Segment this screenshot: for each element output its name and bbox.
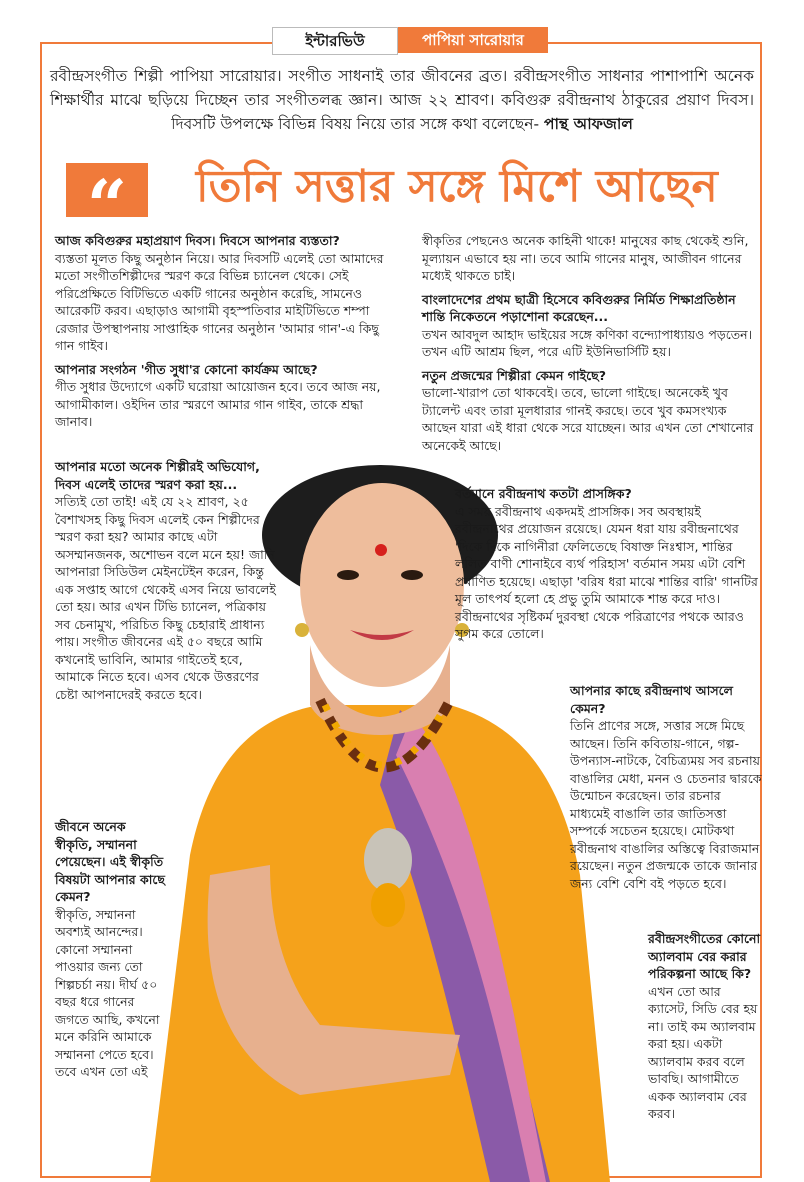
headline: তিনি সত্তার সঙ্গে মিশে আছেন [196, 161, 718, 212]
question: নতুন প্রজন্মের শিল্পীরা কেমন গাইছে? [422, 367, 606, 383]
answer: এ সময় রবীন্দ্রনাথ একদমই প্রাসঙ্গিক। সব অবস্থায়ই রবীন্দ্রনাথের প্রয়োজন রয়েছে। যেমন ধরা যায় রবীন্দ্রনাথের 'দিকে দিকে নাগিনীরা ফেলিতেছে বিষাক্ত নিঃশ্বাস, শান্তির ললিত বাণী শোনাইবে ব্যর্থ পরিহাস' বর্তমান সময় এটা বেশি প্রমাণিত হয়েছে। এছাড়া 'বরিষ ধরা মাঝে শান্তির বারি' গানটির মূল তাৎপর্য হলো হে প্রভু তুমি আমাকে শান্ত করে দাও। রবীন্দ্রনাথের সৃষ্টিকর্ম দুরবস্থা থেকে পরিত্রাণের পথকে আরও সুগম করে তোলে। [455, 503, 758, 641]
byline: পান্থ আফজাল [544, 115, 633, 133]
question: আপনার কাছে রবীন্দ্রনাথ আসলে কেমন? [570, 683, 733, 716]
answer: স্বীকৃতি, সম্মাননা অবশ্যই আনন্দের। কোনো সম্মাননা পাওয়ার জন্য তো শিল্পচর্চা নয়। দীর্ঘ ৫০ বছর ধরে গানের জগতে আছি, কখনো মনে করিনি আমাকে সম্মাননা পেতে হবে। তবে এখন তো এই [55, 906, 160, 1079]
answer: তিনি প্রাণের সঙ্গে, সত্তার সঙ্গে মিছে আছেন। তিনি কবিতায়-গানে, গল্প-উপন্যাস-নাটকে, বৈচিত্র্যময় সব রচনায় বাঙালির মেধা, মনন ও চেতনার দ্বারকে উন্মোচন করেছেন। তার রচনার মাধ্যমেই বাঙালি তার জাতিসত্তা সম্পর্কে সচেতন হয়েছে। মোটকথা রবীন্দ্রনাথ বাঙালির অস্তিত্বে বিরাজমান রয়েছেন। নতুন প্রজন্মকে তাকে জানার জন্য বেশি বেশি বই পড়তে হবে। [570, 718, 762, 891]
answer: ভালো-খারাপ তো থাকবেই। তবে, ভালো গাইছে। অনেকেই খুব ট্যালেন্ট এবং তারা মূলধারার গানই করছে। তবে খুব কমসংখ্যক আছেন যারা এই ধারা থেকে সরে যাচ্ছেন। আর এখন তো শেখানোর অনেকেই আছে। [422, 385, 754, 453]
answer: সত্যিই তো তাই! এই যে ২২ শ্রাবণ, ২৫ বৈশাখসহ কিছু দিবস এলেই কেন শিল্পীদের স্মরণ করা হয়? আমার কাছে এটা অসম্মানজনক, অশোভন বলে মনে হয়! জানি আপনারা সিডিউল মেইনটেইন করেন, কিন্তু এক সপ্তাহ আগে থেকেই এসব নিয়ে ভাবলেই তো হয়। আর এখন টিভি চ্যানেল, পত্রিকায় সব চেনামুখ, পরিচিত কিছু চেহারাই প্রাধান্য পায়। সংগীত জীবনের এই ৫০ বছরে আমি কখনোই ভাবিনি, আমার গাইতেই হবে, আমাকে নিতে হবে। এসব থেকে উত্তরণের চেষ্টা আপনাদেরই করতে হবে। [55, 494, 276, 702]
answer: ব্যস্ততা মূলত কিছু অনুষ্ঠান নিয়ে। আর দিবসটি এলেই তো আমাদের মতো সংগীতশিল্পীদের স্মরণ করে বিভিন্ন চ্যানেল থেকে। সেই পরিপ্রেক্ষিতে বিটিভিতে একটি গানের অনুষ্ঠান করেছি, সামনেও আরেকটি করব। এছাড়াও আগামী বৃহস্পতিবার মাইটিভিতে শম্পা রেজার উপস্থাপনায় সাপ্তাহিক গানের অনুষ্ঠান 'আমার গান'-এ কিছু গান গাইব। [55, 250, 384, 353]
answer: গীত সুধার উদ্যোগে একটি ঘরোয়া আয়োজন হবে। তবে আজ নয়, আগামীকাল। ওইদিন তার স্মরণে আমার গান গাইব, তাকে শ্রদ্ধা জানাব। [55, 379, 381, 429]
right-column [422, 232, 762, 460]
question: বর্তমানে রবীন্দ্রনাথ কতটা প্রাসঙ্গিক? [455, 486, 632, 501]
left-column-mid [55, 458, 285, 709]
name-tag: পাপিয়া সারোয়ার [398, 27, 548, 53]
left-column-bottom [55, 818, 165, 1087]
question: জীবনে অনেক স্বীকৃতি, সম্মাননা পেয়েছেন। এই স্বীকৃতি বিষয়টা আপনার কাছে কেমন? [55, 819, 165, 904]
left-column [55, 232, 400, 437]
answer: স্বীকৃতির পেছনেও অনেক কাহিনী থাকে! মানুষের কাছ থেকেই শুনি, মূল্যায়ন এভাবে হয় না। তবে আমি গানের মানুষ, আজীবন গানের মধ্যেই থাকতে চাই। [422, 233, 749, 283]
right-column-mid [455, 485, 762, 649]
question: আজ কবিগুরুর মহাপ্রয়াণ দিবস। দিবসে আপনার ব্যস্ততা? [55, 233, 340, 248]
right-column-bottom [648, 930, 762, 1129]
question: আপনার মতো অনেক শিল্পীরই অভিযোগ, দিবস এলেই তাদের স্মরণ করা হয়... [55, 459, 260, 492]
answer: তখন আবদুল আহাদ ভাইয়ের সঙ্গে কণিকা বন্দ্যোপাধ্যায়ও পড়তেন। তখন এটি আশ্রম ছিল, পরে এটি ইউনিভার্সিটি হয়। [422, 326, 753, 359]
intro-text: রবীন্দ্রসংগীত শিল্পী পাপিয়া সারোয়ার। সংগীত সাধনাই তার জীবনের ব্রত। রবীন্দ্রসংগীত সাধনার পাশাপাশি অনেক শিক্ষার্থীর মাঝে ছড়িয়ে দিচ্ছেন তার সংগীতলব্ধ জ্ঞান। আজ ২২ শ্রাবণ। কবিগুরু রবীন্দ্রনাথ ঠাকুরের প্রয়াণ দিবস। দিবসটি উপলক্ষে বিভিন্ন বিষয় নিয়ে তার সঙ্গে কথা বলেছেন- [50, 67, 754, 133]
intro-paragraph [50, 64, 754, 136]
quote-icon: “ [66, 163, 148, 217]
answer: এখন তো আর ক্যাসেট, সিডি বের হয় না। তাই কম অ্যালবাম করা হয়। একটা অ্যালবাম করব বলে ভাবছি। আগামীতে একক অ্যালবাম বের করব। [648, 983, 758, 1121]
question: বাংলাদেশের প্রথম ছাত্রী হিসেবে কবিগুরুর নির্মিত শিক্ষাপ্রতিষ্ঠান শান্তি নিকেতনে পড়াশোনা করেছেন... [422, 291, 736, 324]
question: রবীন্দ্রসংগীতের কোনো অ্যালবাম বের করার পরিকল্পনা আছে কি? [648, 931, 761, 981]
section-tag: ইন্টারভিউ [272, 27, 398, 55]
question: আপনার সংগঠন 'গীত সুধা'র কোনো কার্যক্রম আছে? [55, 361, 318, 377]
right-column-lower [570, 682, 762, 898]
